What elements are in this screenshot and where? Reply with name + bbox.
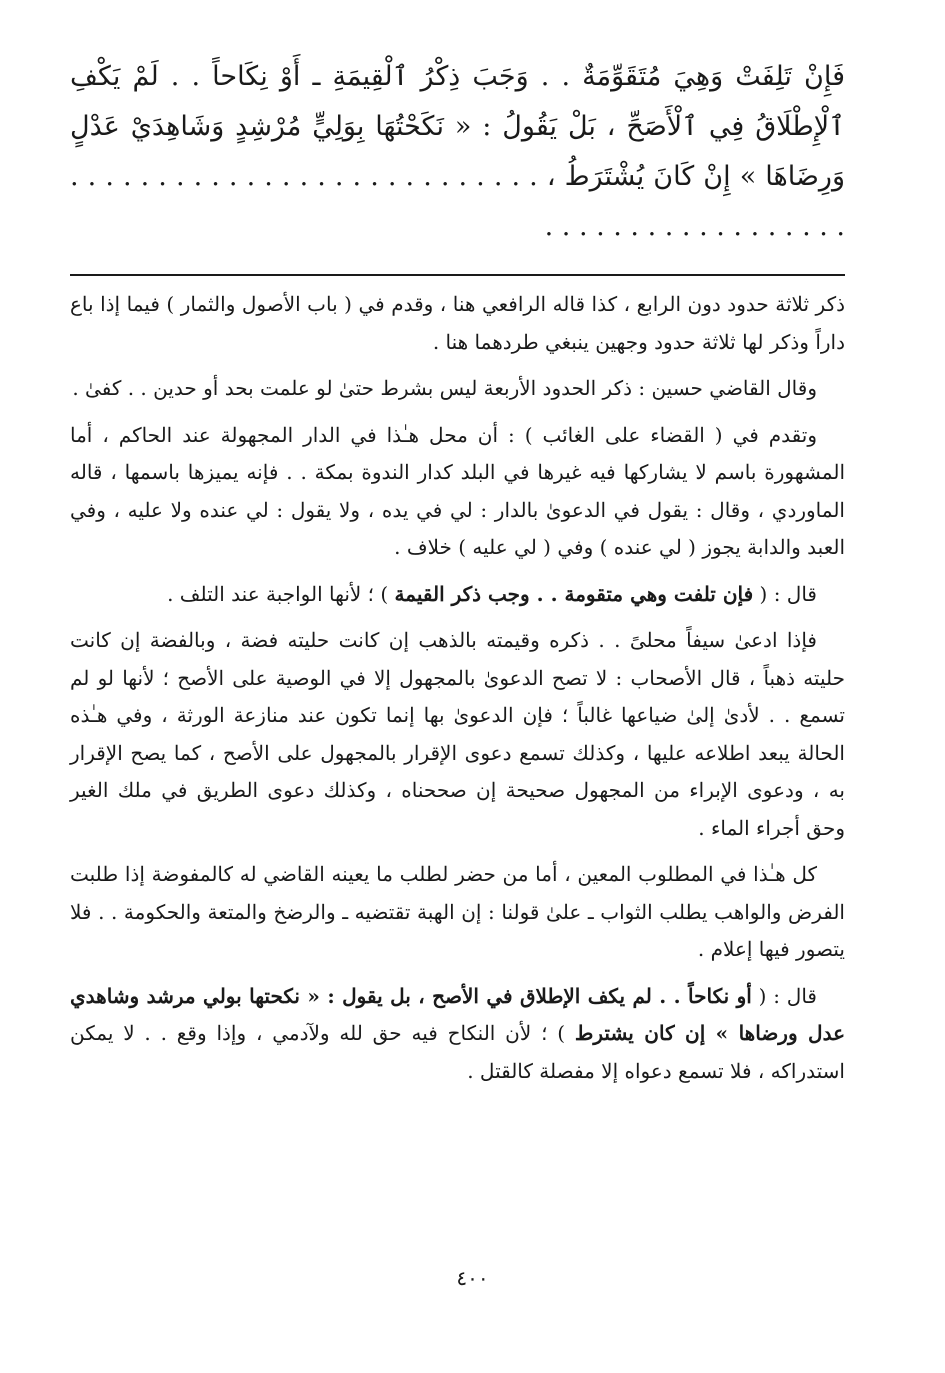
- page-number: ٤٠٠: [456, 1266, 489, 1290]
- quote-close: ) ؛ لأن النكاح فيه حق لله ولآدمي ، وإذا وقع . . لا يمكن استدراكه ، فلا تسمع دعواه إلا مفصلة كالقتل .: [70, 1021, 845, 1083]
- commentary-paragraph-2: وقال القاضي حسين : ذكر الحدود الأربعة ليس بشرط حتىٰ لو علمت بحد أو حدين . . كفىٰ .: [72, 376, 817, 400]
- commentary-paragraph-6: كل هـٰذا في المطلوب المعين ، أما من حضر لطلب ما يعينه القاضي له كالمفوضة إذا طلبت الفرض والواهب يطلب الثواب ـ علىٰ قولنا : إن الهبة تقتضيه ـ والرضخ والمتعة والحكومة . . فلا يتصور فيها إعلام .: [70, 862, 845, 961]
- commentary-paragraph-4: [70, 576, 845, 614]
- separator-rule: [70, 274, 845, 276]
- page-body: [70, 52, 845, 1099]
- commentary-paragraph-5: فإذا ادعىٰ سيفاً محلىً . . ذكره وقيمته بالذهب إن كانت حليته فضة ، وبالفضة إن كانت حليته ذهباً ، قال الأصحاب : لا تصح الدعوىٰ بالمجهول إلا في الوصية على الأصح ؛ لأنها لو لم تسمع . . لأدىٰ إلىٰ ضياعها غالباً ؛ فإن الدعوىٰ بها إنما تكون عند منازعة الورثة ، وفي هـٰذه الحالة يبعد اطلاعه عليها ، وكذلك تسمع دعوى الإقرار بالمجهول على الأصح ، كما يصح الإقرار به ، ودعوى الإبراء من المجهول صحيحة إن صححناه ، وكذلك دعوى الطريق في ملك الغير وحق أجراء الماء .: [70, 628, 845, 840]
- commentary-paragraph-3: وتقدم في ( القضاء على الغائب ) : أن محل هـٰذا في الدار المجهولة عند الحاكم ، أما المشهورة باسم لا يشاركها فيه غيرها في البلد كدار الندوة بمكة . . فإنه يميزها باسمها ، قاله الماوردي ، وقال : يقول في الدعوىٰ بالدار : لي في يده ، ولا يقول : لي عنده ولا عليه ، وفي العبد والدابة يجوز ( لي عنده ) وفي ( لي عليه ) خلاف .: [70, 422, 845, 559]
- matn-text: [70, 52, 845, 252]
- quoted-matn: أو نكاحاً . . لم يكف الإطلاق في الأصح ، بل يقول : « نكحتها بولي مرشد وشاهدي عدل ورضاها » إن كان يشترط: [70, 983, 846, 1045]
- quote-open: قال : (: [759, 581, 817, 606]
- matn-dots: . . . . . . . . . . . . . . . . . . . . . . . . . . . . . . . . . . . . . . . . . . . . .: [70, 161, 845, 242]
- quoted-matn: فإن تلفت وهي متقومة . . وجب ذكر القيمة: [394, 581, 754, 606]
- matn-text-content: فَإِنْ تَلِفَتْ وَهِيَ مُتَقَوِّمَةٌ . . وَجَبَ ذِكْرُ ٱلْقِيمَةِ ـ أَوْ نِكَاحاً . . لَمْ يَكْفِ ٱلْإِطْلَاقُ فِي ٱلْأَصَحِّ ، بَلْ يَقُولُ : « نَكَحْتُهَا بِوَلِيٍّ مُرْشِدٍ وَشَاهِدَيْ عَدْلٍ وَرِضَاهَا » إِنْ كَانَ يُشْتَرَطُ ،: [70, 61, 845, 192]
- commentary-paragraph-7: [70, 978, 845, 1091]
- quote-open: قال : (: [758, 983, 817, 1008]
- quote-close: ) ؛ لأنها الواجبة عند التلف .: [167, 581, 389, 606]
- commentary-paragraph-1: ذكر ثلاثة حدود دون الرابع ، كذا قاله الرافعي هنا ، وقدم في ( باب الأصول والثمار ) فيما إذا باع داراً وذكر لها ثلاثة حدود وجهين ينبغي طردهما هنا .: [70, 292, 845, 354]
